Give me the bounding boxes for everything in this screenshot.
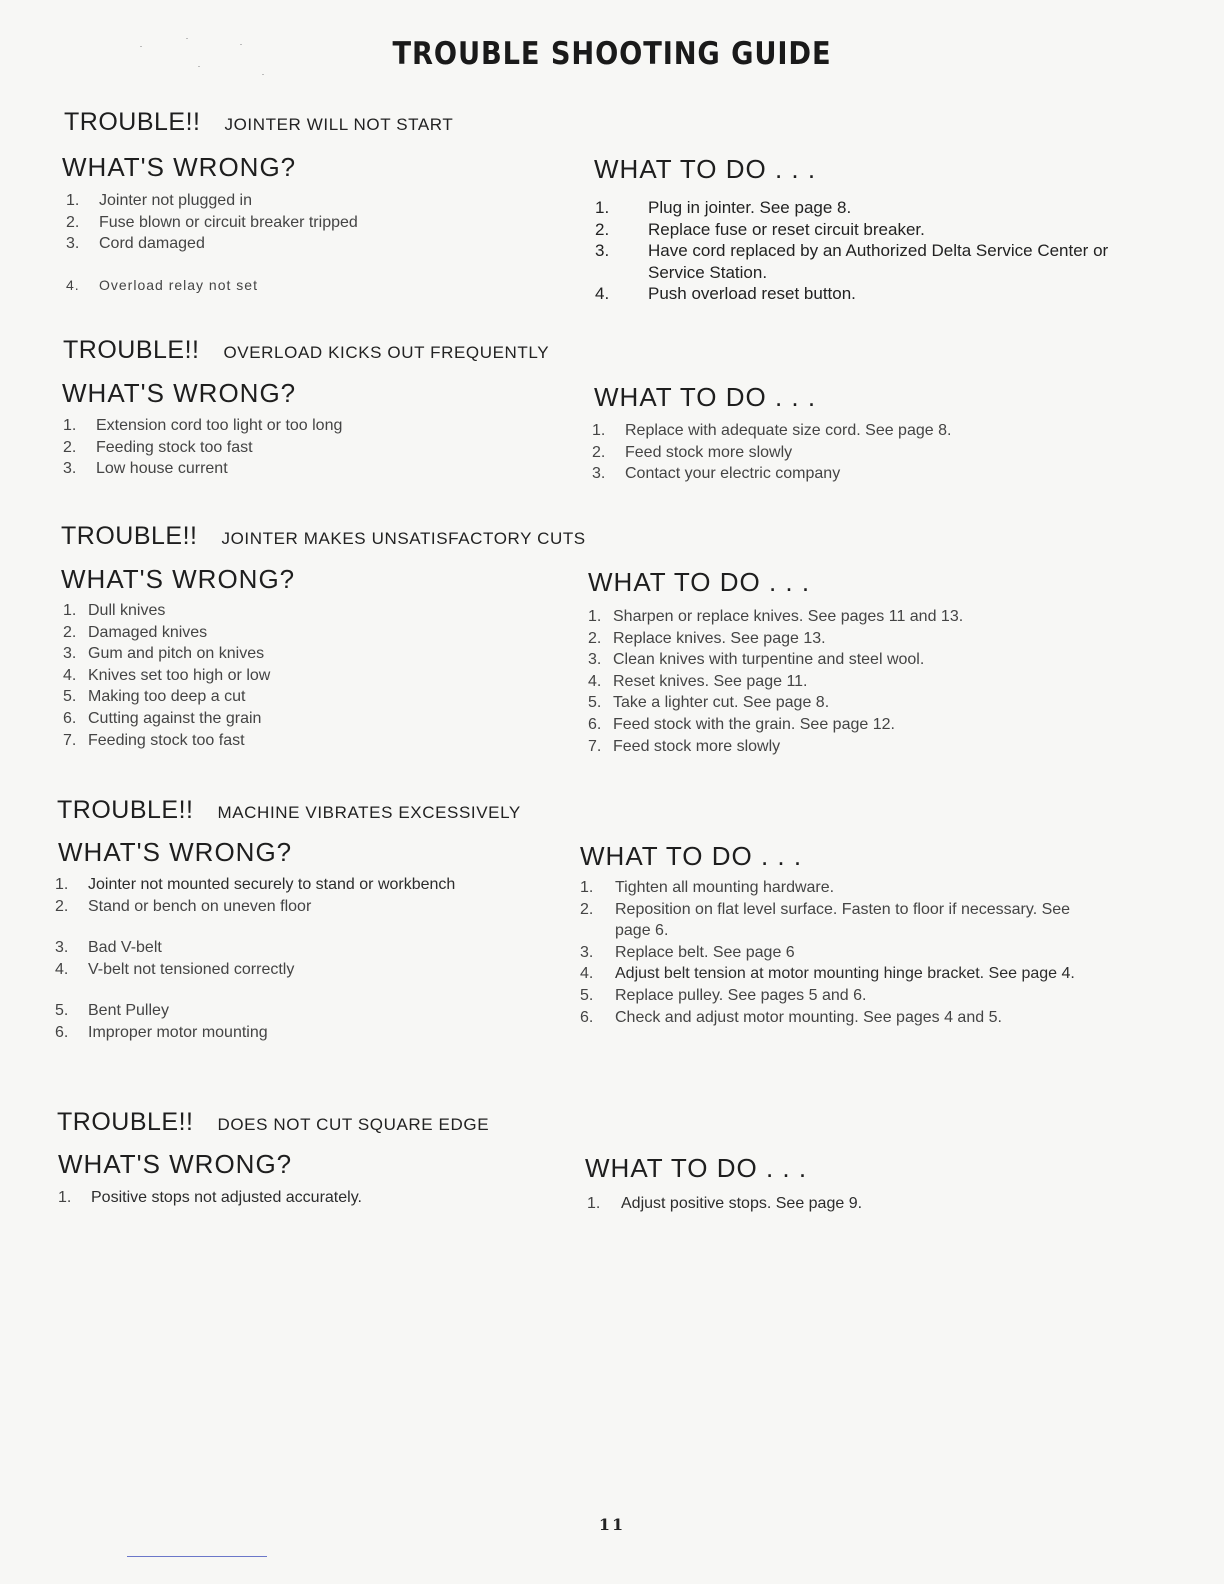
list-item: 1. Sharpen or replace knives. See pages 11 and 13. (588, 608, 964, 625)
trouble-label: TROUBLE!! (63, 336, 200, 364)
list-item: 3. Have cord replaced by an Authorized Delta Service Center or Service Station. (595, 241, 1109, 282)
scan-speck (186, 38, 188, 39)
cause-list (63, 600, 533, 751)
scan-speck (240, 44, 242, 45)
list-item: 1. Positive stops not adjusted accurately. (58, 1189, 362, 1206)
list-item: 2. Feed stock more slowly (592, 443, 793, 461)
whats-wrong-heading: WHAT'S WRONG? (58, 837, 293, 867)
trouble-label: TROUBLE!! (64, 108, 201, 136)
what-to-do-heading: WHAT TO DO . . . (594, 154, 817, 184)
list-item: 4. Overload relay not set (66, 276, 258, 293)
trouble-description: JOINTER MAKES UNSATISFACTORY CUTS (221, 529, 586, 548)
list-item: 2. Replace knives. See page 13. (588, 629, 826, 647)
list-item: 5. Take a lighter cut. See page 8. (588, 694, 830, 712)
list-item: 4. Push overload reset button. (595, 284, 856, 304)
page-number: 11 (598, 1515, 626, 1534)
remedy-list (595, 197, 1115, 305)
list-item: 5. Replace pulley. See pages 5 and 6. (580, 986, 867, 1004)
list-item: 7. Feed stock more slowly (588, 737, 781, 755)
list-item: 3. Replace belt. See page 6 (580, 943, 795, 961)
trouble-description: MACHINE VIBRATES EXCESSIVELY (217, 803, 521, 822)
trouble-header (64, 108, 453, 137)
what-to-do-heading: WHAT TO DO . . . (594, 382, 817, 412)
list-item: 5. Making too deep a cut (63, 688, 246, 706)
cause-list (58, 1187, 538, 1209)
remedy-list (588, 606, 1128, 757)
list-item: 6. Feed stock with the grain. See page 12. (588, 715, 895, 733)
list-item: 1. Adjust positive stops. See page 9. (587, 1195, 863, 1212)
list-item: 2. Fuse blown or circuit breaker tripped (66, 213, 358, 231)
trouble-description: DOES NOT CUT SQUARE EDGE (217, 1115, 490, 1134)
whats-wrong-heading: WHAT'S WRONG? (61, 564, 296, 594)
what-to-do-heading: WHAT TO DO . . . (580, 841, 803, 871)
list-item: 3. Bad V-belt (55, 939, 162, 957)
trouble-header (63, 336, 549, 365)
page-title: TROUBLE SHOOTING GUIDE (392, 36, 832, 72)
list-item: 2. Replace fuse or reset circuit breaker. (595, 219, 925, 239)
trouble-header (61, 522, 586, 551)
scan-speck (140, 46, 142, 47)
trouble-header (57, 796, 521, 825)
list-item: 2. Damaged knives (63, 623, 208, 641)
remedy-list (580, 877, 1080, 1028)
trouble-label: TROUBLE!! (57, 1108, 194, 1136)
whats-wrong-heading: WHAT'S WRONG? (62, 152, 297, 182)
list-item: 4. Knives set too high or low (63, 666, 271, 684)
list-item: 1. Extension cord too light or too long (63, 417, 343, 434)
list-item: 4. Adjust belt tension at motor mounting hinge bracket. See page 4. (580, 965, 1075, 983)
list-item: 1. Replace with adequate size cord. See page 8. (592, 422, 952, 439)
list-item: 3. Low house current (63, 460, 228, 478)
trouble-description: JOINTER WILL NOT START (224, 115, 454, 134)
whats-wrong-heading: WHAT'S WRONG? (62, 378, 297, 408)
trouble-label: TROUBLE!! (61, 522, 198, 550)
list-item: 5. Bent Pulley (55, 1002, 169, 1020)
whats-wrong-heading: WHAT'S WRONG? (58, 1149, 293, 1179)
trouble-description: OVERLOAD KICKS OUT FREQUENTLY (223, 343, 550, 362)
list-item: 1. Jointer not plugged in (66, 192, 252, 209)
list-item: 3. Gum and pitch on knives (63, 645, 265, 663)
list-item: 2. Stand or bench on uneven floor (55, 897, 312, 915)
trouble-header (57, 1108, 489, 1137)
list-item: 3. Clean knives with turpentine and steel wool. (588, 651, 925, 669)
scan-speck (262, 74, 264, 75)
list-item: 3. Cord damaged (66, 235, 205, 253)
list-item: 6. Improper motor mounting (55, 1023, 268, 1041)
list-item: 4. Reset knives. See page 11. (588, 672, 808, 690)
list-item: 6. Check and adjust motor mounting. See pages 4 and 5. (580, 1008, 1002, 1026)
cause-list (66, 190, 536, 296)
list-item: 2. Reposition on flat level surface. Fasten to floor if necessary. See page 6. (580, 900, 1071, 940)
cause-list (63, 415, 533, 480)
list-item: 6. Cutting against the grain (63, 709, 262, 727)
list-item: 1. Tighten all mounting hardware. (580, 879, 835, 896)
list-item: 1. Dull knives (63, 602, 166, 619)
list-item: 2. Feeding stock too fast (63, 438, 253, 456)
what-to-do-heading: WHAT TO DO . . . (588, 567, 811, 597)
list-item: 1. Jointer not mounted securely to stand or workbench (55, 876, 456, 893)
trouble-label: TROUBLE!! (57, 796, 194, 824)
scan-speck (198, 66, 200, 67)
remedy-list (592, 420, 1112, 485)
what-to-do-heading: WHAT TO DO . . . (585, 1153, 808, 1183)
footer-rule (127, 1556, 267, 1557)
list-item: 3. Contact your electric company (592, 465, 841, 483)
list-item: 4. V-belt not tensioned correctly (55, 960, 295, 978)
list-item: 7. Feeding stock too fast (63, 731, 245, 749)
cause-list (55, 874, 535, 1044)
list-item: 1. Plug in jointer. See page 8. (595, 198, 852, 217)
remedy-list (587, 1193, 1087, 1215)
